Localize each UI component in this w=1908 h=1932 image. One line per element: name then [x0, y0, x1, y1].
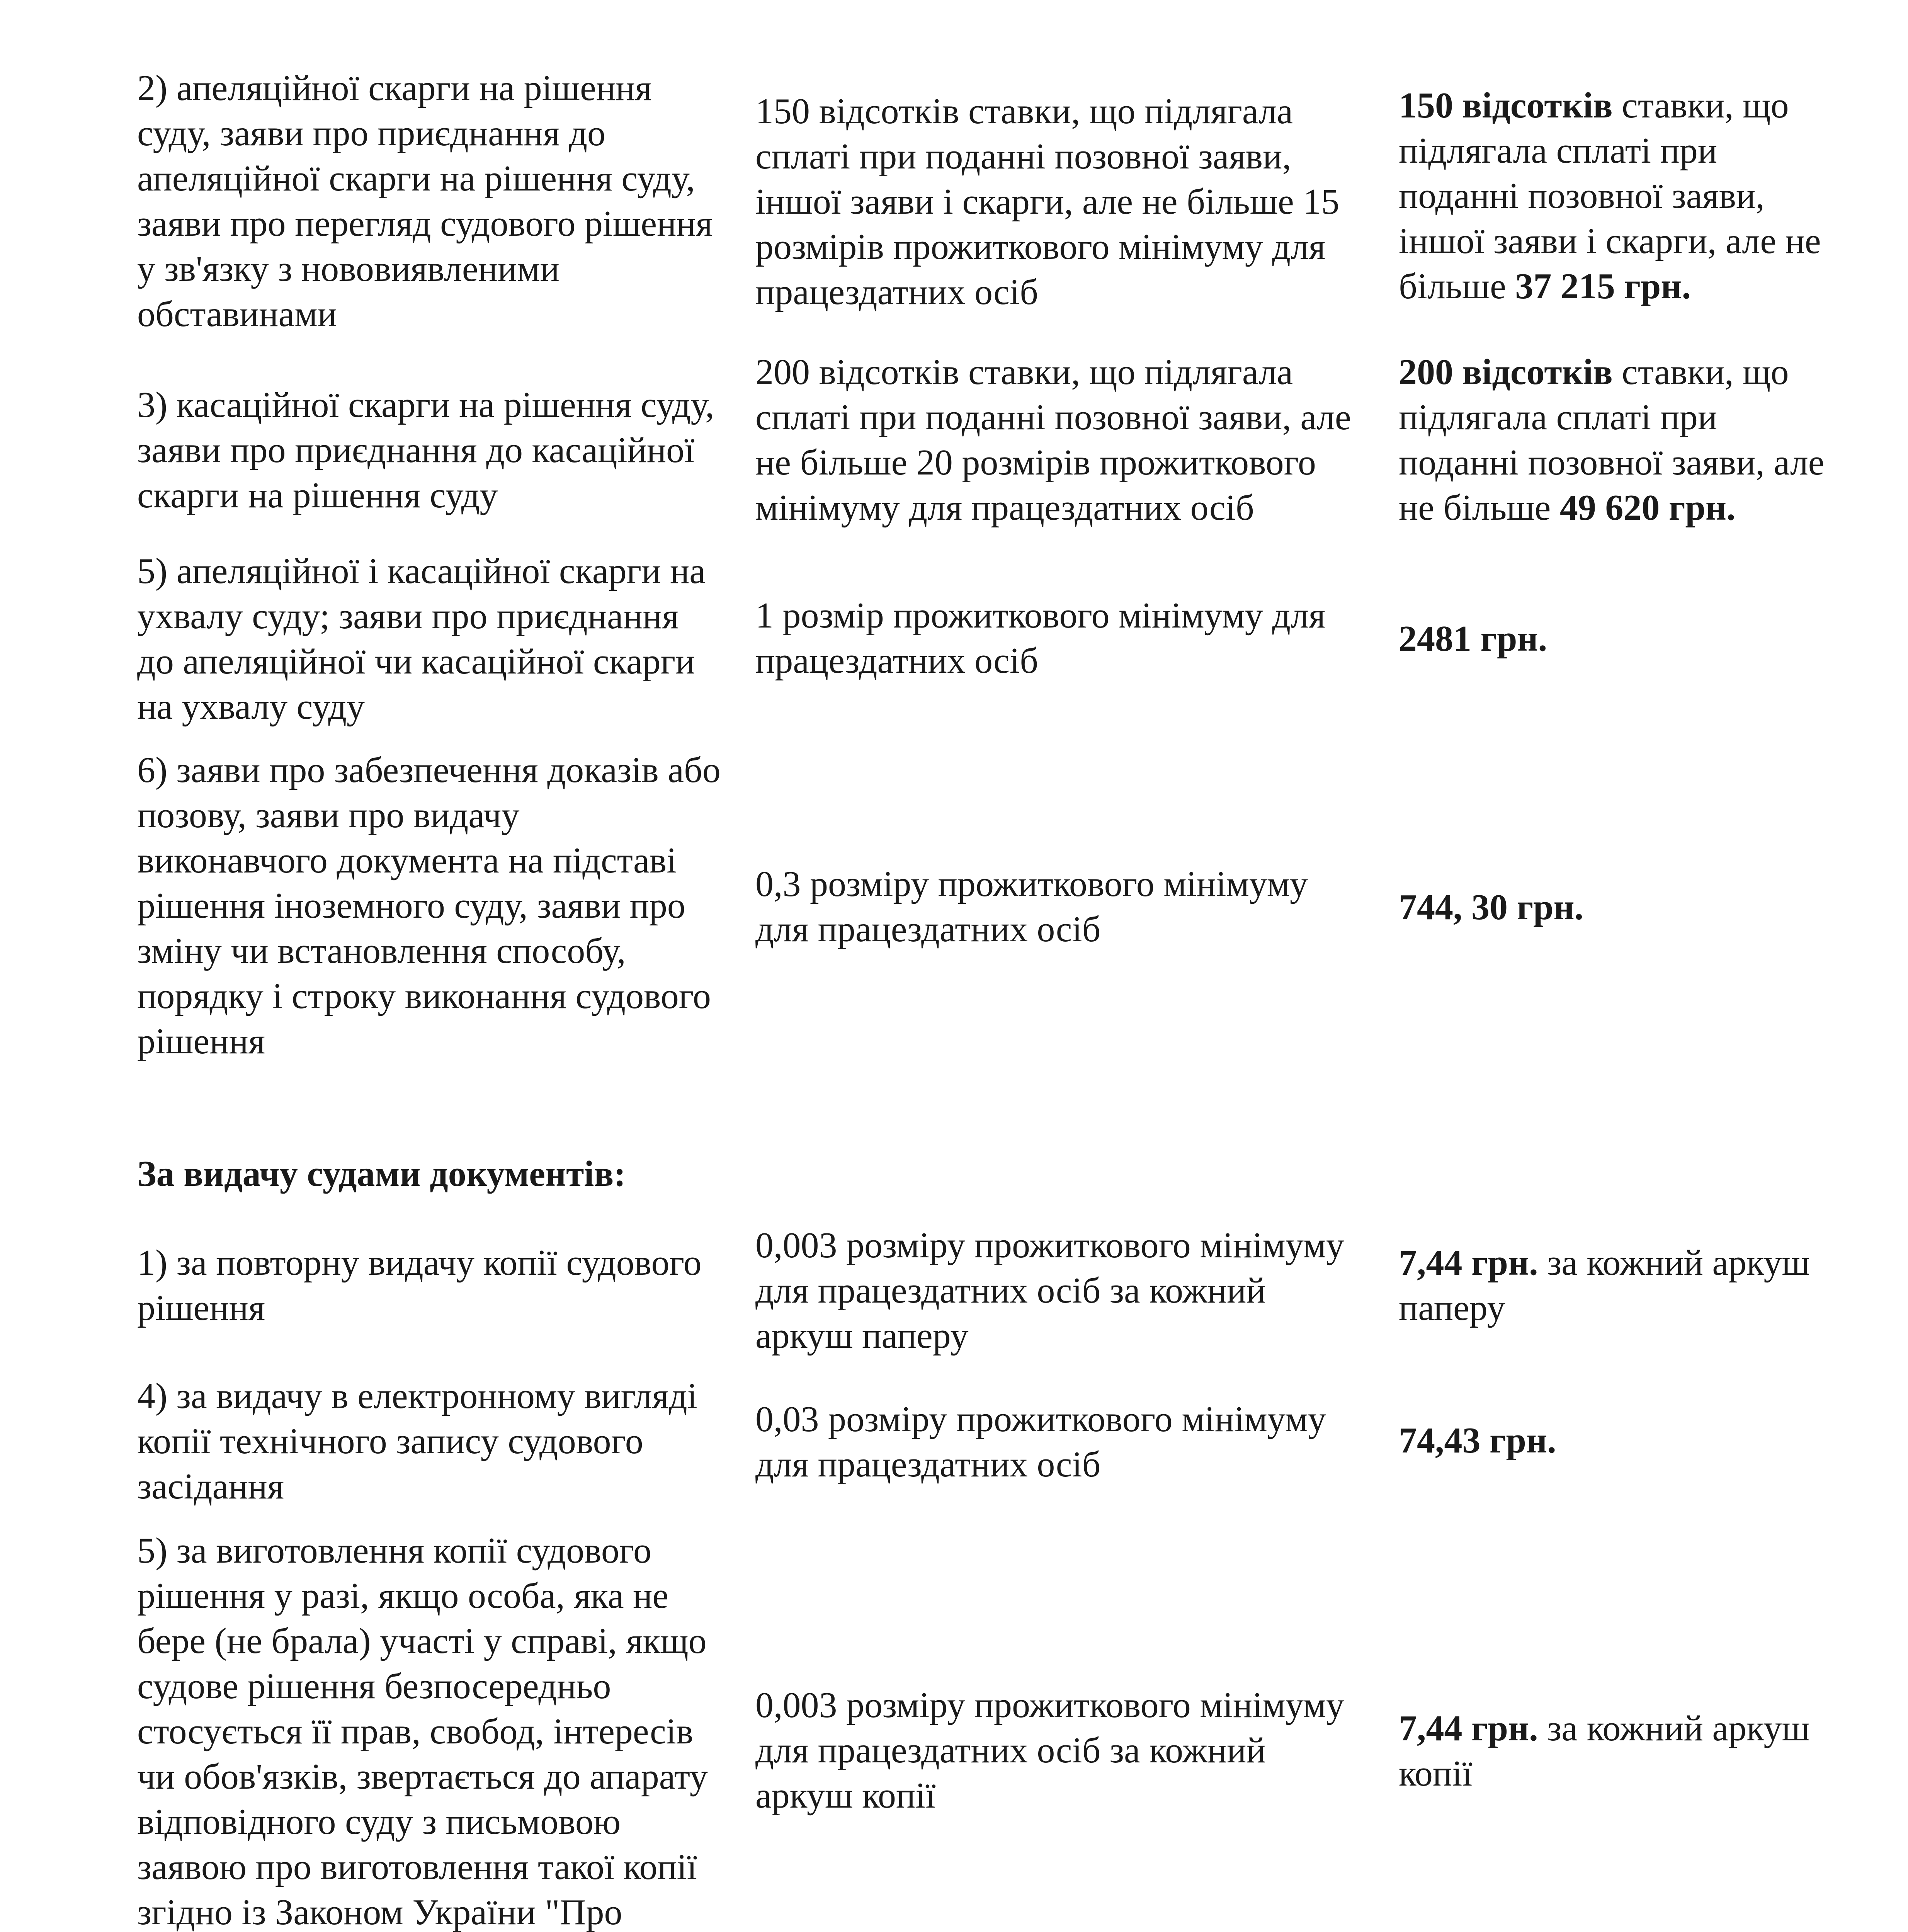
fee-amount-sum: 49 620 грн. — [1559, 488, 1736, 528]
fee-amount — [1399, 1240, 1878, 1331]
fee-amount — [1399, 1706, 1878, 1796]
fee-amount-text: за кожний аркуш копії — [1399, 1708, 1810, 1794]
fee-amount-text: за кожний аркуш паперу — [1399, 1243, 1810, 1328]
fee-amount: 74,43 грн. — [1399, 1420, 1556, 1461]
fee-rate-formula: 150 відсотків ставки, що підлягала сплаті при поданні позовної заяви, іншої заяви і скарги, але не більше 15 розмірів прожиткового мінімуму для працездатних осіб — [755, 91, 1340, 312]
fee-rate-formula: 1 розмір прожиткового мінімуму для працездатних осіб — [755, 595, 1326, 681]
fee-amount-bold: 7,44 грн. — [1399, 1708, 1538, 1748]
fee-amount-text: ставки, що підлягала сплаті при поданні позовної заяви, але не більше — [1399, 352, 1825, 528]
section-heading: За видачу судами документів: — [137, 1154, 626, 1194]
fee-description: 4) за видачу в електронному вигляді копії технічного запису судового засідання — [137, 1376, 697, 1507]
fee-description: 2) апеляційної скарги на рішення суду, заяви про приєднання до апеляційної скарги на рішення суду, заяви про перегляд судового рішення у зв'язку з нововиявленими обставинами — [137, 68, 713, 334]
fee-rate-formula: 0,003 розміру прожиткового мінімуму для працездатних осіб за кожний аркуш копії — [755, 1685, 1345, 1816]
fee-rate-formula: 200 відсотків ставки, що підлягала сплаті при поданні позовної заяви, але не більше 20 розмірів прожиткового мінімуму для працездатних осіб — [755, 352, 1351, 528]
fee-description: 1) за повторну видачу копії судового рішення — [137, 1243, 702, 1328]
fee-description: 5) за виготовлення копії судового рішення у разі, якщо особа, яка не бере (не брала) участі у справі, якщо судове рішення безпосередньо стосується її прав, свобод, інтересів чи обов'язків, звертається до апарату відповідного суду з письмовою заявою про виготовлення такої копії згідно із Законом України "Про — [137, 1531, 708, 1932]
fee-amount — [1399, 350, 1878, 531]
fee-description: 6) заяви про забезпечення доказів або позову, заяви про видачу виконавчого документа на підставі рішення іноземного суду, заяви про зміну чи встановлення способу, порядку і строку виконання судового рішення — [137, 750, 721, 1061]
fee-amount: 744, 30 грн. — [1399, 887, 1584, 927]
fee-rate-formula: 0,3 розміру прожиткового мінімуму для працездатних осіб — [755, 864, 1308, 949]
fee-rate-formula: 0,003 розміру прожиткового мінімуму для працездатних осіб за кожний аркуш паперу — [755, 1225, 1345, 1356]
fee-amount: 2481 грн. — [1399, 619, 1547, 659]
fee-amount — [1399, 83, 1878, 309]
fee-amount-bold: 200 відсотків — [1399, 352, 1613, 392]
fee-description: 5) апеляційної і касаційної скарги на ухвалу суду; заяви про приєднання до апеляційної чи касаційної скарги на ухвалу суду — [137, 551, 706, 727]
fee-amount-bold: 7,44 грн. — [1399, 1243, 1538, 1283]
fee-amount-sum: 37 215 грн. — [1515, 266, 1691, 306]
fee-amount-text: ставки, що підлягала сплаті при поданні позовної заяви, іншої заяви і скарги, але не більше — [1399, 85, 1821, 306]
fee-rate-formula: 0,03 розміру прожиткового мінімуму для працездатних осіб — [755, 1399, 1326, 1485]
fee-amount-bold: 150 відсотків — [1399, 85, 1613, 126]
fee-description: 3) касаційної скарги на рішення суду, заяви про приєднання до касаційної скарги на рішення суду — [137, 385, 714, 515]
